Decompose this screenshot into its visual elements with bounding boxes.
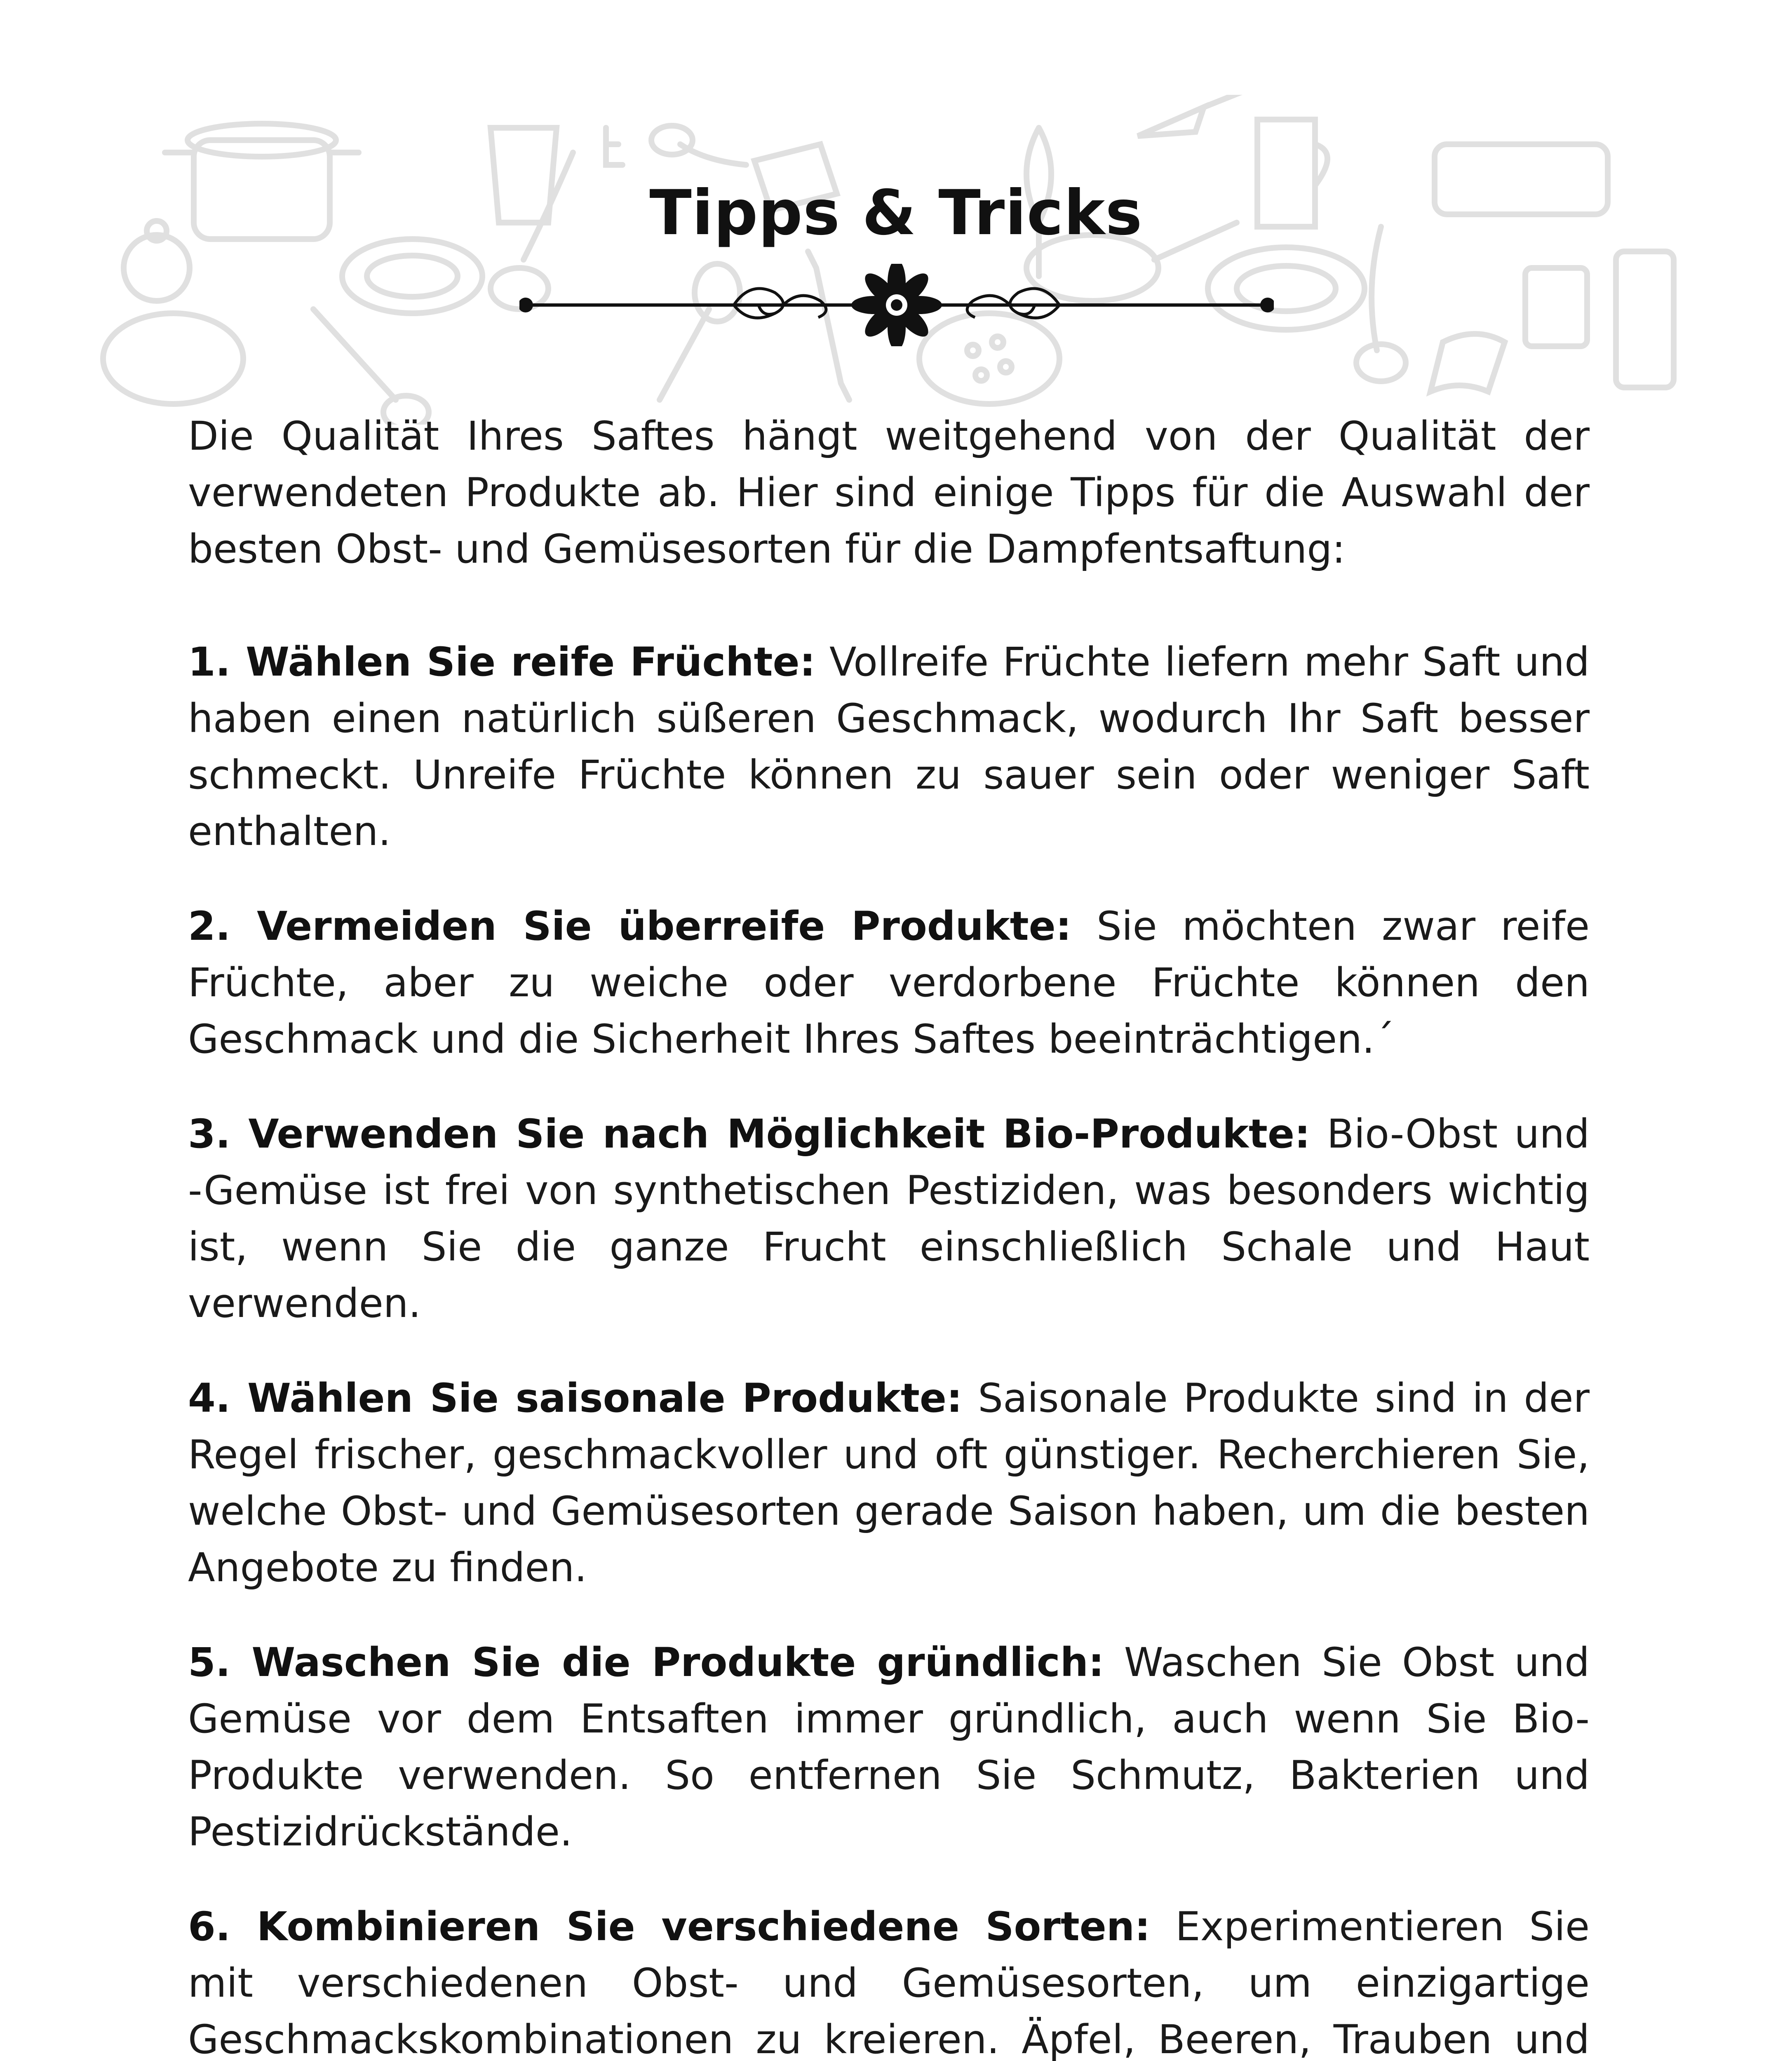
tip-item <box>188 1370 1590 1596</box>
tip-item <box>188 1106 1590 1332</box>
tip-heading: 2. Vermeiden Sie überreife Produkte: <box>188 903 1072 949</box>
tip-item <box>188 898 1590 1068</box>
tip-item <box>188 1634 1590 1860</box>
intro-paragraph: Die Qualität Ihres Saftes hängt weitgehend von der Qualität der verwendeten Produkte ab. Hier sind einige Tipps für die Auswahl der besten Obst- und Gemüsesorten für die Dampfentsaftung: <box>188 413 1590 572</box>
tip-heading: 3. Verwenden Sie nach Möglichkeit Bio-Produkte: <box>188 1111 1311 1157</box>
kitchen-utensils-background-icon <box>0 95 1792 425</box>
tip-heading: 4. Wählen Sie saisonale Produkte: <box>188 1375 963 1421</box>
tip-text: Bio-Obst und -Gemüse ist frei von synthetischen Pestiziden, was besonders wichtig ist, wenn Sie die ganze Frucht einschließlich Schale und Haut verwenden. <box>188 1111 1590 1326</box>
tip-heading: 5. Waschen Sie die Produkte gründlich: <box>188 1639 1104 1685</box>
tips-content <box>188 408 1590 2061</box>
tip-text: Vollreife Früchte liefern mehr Saft und haben einen natürlich süßeren Geschmack, wodurch Ihr Saft besser schmeckt. Unreife Früchte können zu sauer sein oder weniger Saft enthalten. <box>188 639 1590 854</box>
tip-text: Saisonale Produkte sind in der Regel frischer, geschmackvoller und oft günstiger. Recherchieren Sie, welche Obst- und Gemüsesorten gerade Saison haben, um die besten Angebote zu finden. <box>188 1375 1590 1591</box>
tip-text: Sie möchten zwar reife Früchte, aber zu weiche oder verdorbene Früchte können den Geschmack und die Sicherheit Ihres Saftes beeinträchtigen.´ <box>188 903 1590 1062</box>
tip-item <box>188 634 1590 860</box>
tip-item <box>188 1899 1590 2061</box>
tip-text: Waschen Sie Obst und Gemüse vor dem Entsaften immer gründlich, auch wenn Sie Bio-Produkte verwenden. So entfernen Sie Schmutz, Bakterien und Pestizidrückstände. <box>188 1639 1590 1855</box>
tip-text: Experimentieren Sie mit verschiedenen Obst- und Gemüsesorten, um einzigartige Geschmackskombinationen zu kreieren. Äpfel, Beeren, Trauben und <box>188 1904 1590 2061</box>
flower-scroll-ornament-icon <box>519 264 1274 346</box>
tip-heading: 1. Wählen Sie reife Früchte: <box>188 639 815 685</box>
page-title: Tipps & Tricks <box>649 177 1143 249</box>
tip-heading: 6. Kombinieren Sie verschiedene Sorten: <box>188 1904 1151 1950</box>
